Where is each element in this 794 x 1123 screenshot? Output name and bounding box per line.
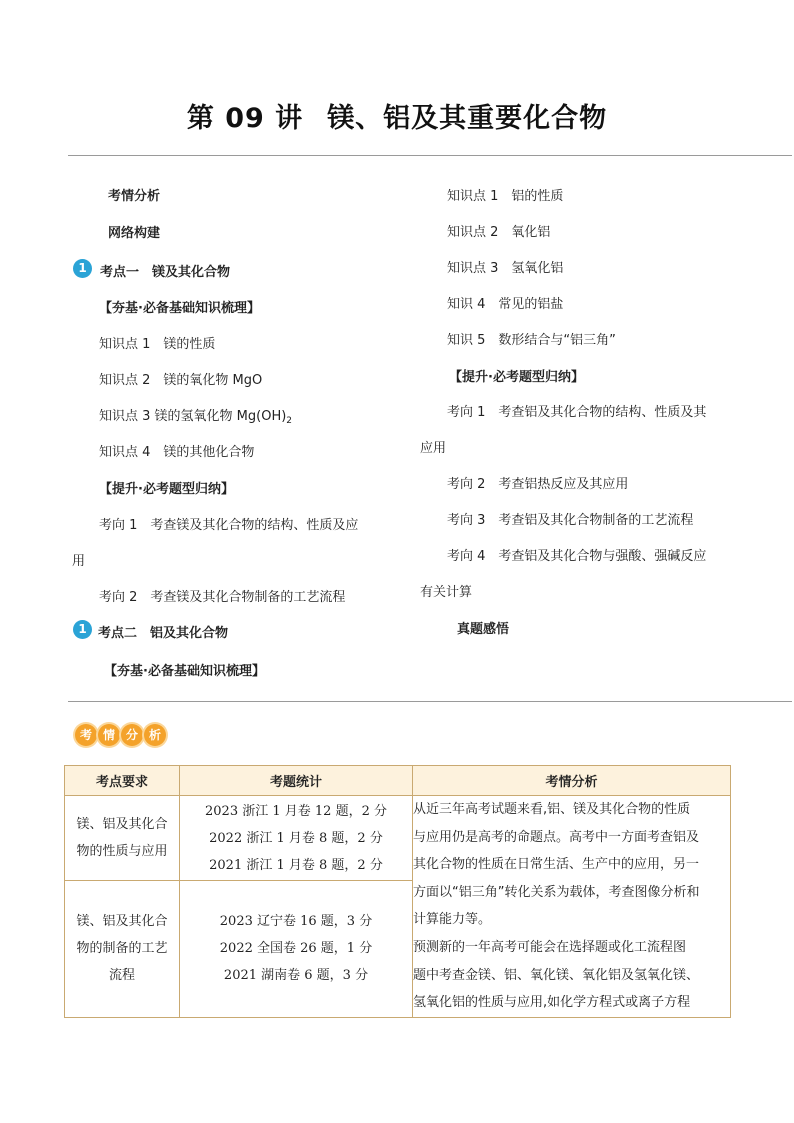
analysis-line: 与应用仍是高考的命题点。高考中一方面考查铝及 bbox=[413, 829, 700, 845]
title-topic: 镁、铝及其重要化合物 bbox=[327, 103, 608, 134]
point-number-icon: 1 bbox=[73, 259, 92, 278]
toc-point-1[interactable]: 考点一 镁及其化合物 bbox=[100, 265, 231, 280]
title-lecture-number: 第 09 讲 bbox=[186, 103, 304, 134]
toc-mg-d2[interactable]: 考向 2 考查镁及其化合物制备的工艺流程 bbox=[99, 590, 346, 605]
toc-al-k1[interactable]: 知识点 1 铝的性质 bbox=[447, 189, 564, 204]
analysis-line: 其化合物的性质在日常生活、生产中的应用，另一 bbox=[413, 857, 700, 873]
requirement-cell bbox=[65, 881, 180, 1018]
toc-al-d1-line2[interactable]: 应用 bbox=[420, 441, 447, 456]
analysis-line: 预测新的一年高考可能会在选择题或化工流程图 bbox=[413, 939, 687, 955]
page-title bbox=[0, 96, 794, 135]
toc-point-2[interactable]: 考点二 铝及其化合物 bbox=[98, 626, 229, 641]
toc-mg-k2[interactable]: 知识点 2 镁的氧化物 MgO bbox=[99, 373, 263, 388]
badge-char: 分 bbox=[121, 724, 143, 746]
table-header-row bbox=[65, 766, 731, 796]
statistic-line: 2023 辽宁卷 16 题，3 分 bbox=[219, 914, 373, 930]
analysis-line: 氢氧化铝的性质与应用,如化学方程式或离子方程 bbox=[413, 995, 691, 1011]
header-statistics: 考题统计 bbox=[180, 766, 413, 796]
toc-mg-k4[interactable]: 知识点 4 镁的其他化合物 bbox=[99, 445, 255, 460]
section-badge-kaoqing bbox=[75, 723, 167, 747]
toc-mg-k1[interactable]: 知识点 1 镁的性质 bbox=[99, 337, 216, 352]
toc-improve-1[interactable]: 【提升·必考题型归纳】 bbox=[99, 482, 234, 497]
toc-improve-2[interactable]: 【提升·必考题型归纳】 bbox=[449, 370, 584, 385]
requirement-cell bbox=[65, 796, 180, 881]
table-row bbox=[65, 796, 731, 881]
toc-wangluo[interactable]: 网络构建 bbox=[108, 226, 161, 241]
header-analysis: 考情分析 bbox=[413, 766, 731, 796]
analysis-line: 题中考查金镁、铝、氧化镁、氧化铝及氢氧化镁、 bbox=[413, 967, 700, 983]
statistic-line: 2021 湖南卷 6 题，3 分 bbox=[223, 968, 369, 984]
toc-foundation-2[interactable]: 【夯基·必备基础知识梳理】 bbox=[104, 664, 265, 679]
toc-al-d4-line1[interactable]: 考向 4 考查铝及其化合物与强酸、强碱反应 bbox=[447, 549, 707, 564]
header-requirement: 考点要求 bbox=[65, 766, 180, 796]
badge-char: 析 bbox=[144, 724, 166, 746]
analysis-line: 计算能力等。 bbox=[413, 912, 492, 928]
statistics-cell bbox=[180, 881, 413, 1018]
statistics-cell bbox=[180, 796, 413, 881]
toc-al-k4[interactable]: 知识 4 常见的铝盐 bbox=[447, 297, 564, 312]
requirement-line: 流程 bbox=[108, 968, 135, 984]
analysis-line: 方面以“铝三角”转化关系为载体，考查图像分析和 bbox=[413, 884, 700, 900]
toc-al-d4-line2[interactable]: 有关计算 bbox=[420, 585, 473, 600]
toc-mg-k3-subscript: 2 bbox=[286, 416, 293, 426]
statistic-line: 2021 浙江 1 月卷 8 题，2 分 bbox=[209, 857, 383, 873]
toc-zhenti[interactable]: 真题感悟 bbox=[457, 622, 510, 637]
toc-al-d2[interactable]: 考向 2 考查铝热反应及其应用 bbox=[447, 477, 629, 492]
requirement-line: 物的制备的工艺 bbox=[76, 941, 168, 957]
statistic-line: 2022 全国卷 26 题，1 分 bbox=[219, 941, 373, 957]
badge-char: 考 bbox=[75, 724, 97, 746]
toc-al-k2[interactable]: 知识点 2 氧化铝 bbox=[447, 225, 551, 240]
top-divider bbox=[68, 155, 792, 156]
statistic-line: 2023 浙江 1 月卷 12 题，2 分 bbox=[205, 803, 387, 819]
requirement-line: 镁、铝及其化合 bbox=[76, 817, 168, 833]
toc-al-k3[interactable]: 知识点 3 氢氧化铝 bbox=[447, 261, 564, 276]
requirement-line: 镁、铝及其化合 bbox=[76, 914, 168, 930]
point-number-icon: 1 bbox=[73, 620, 92, 639]
toc-al-d3[interactable]: 考向 3 考查铝及其化合物制备的工艺流程 bbox=[447, 513, 694, 528]
section-divider bbox=[68, 701, 792, 702]
toc-foundation-1[interactable]: 【夯基·必备基础知识梳理】 bbox=[99, 301, 260, 316]
statistic-line: 2022 浙江 1 月卷 8 题，2 分 bbox=[209, 830, 383, 846]
exam-analysis-table bbox=[64, 765, 731, 1018]
toc-kaoqing[interactable]: 考情分析 bbox=[108, 189, 161, 204]
toc-mg-d1-line1[interactable]: 考向 1 考查镁及其化合物的结构、性质及应 bbox=[99, 518, 359, 533]
analysis-line: 从近三年高考试题来看,铝、镁及其化合物的性质 bbox=[413, 802, 691, 817]
toc-mg-d1-line2[interactable]: 用 bbox=[72, 554, 86, 569]
analysis-cell bbox=[413, 796, 731, 1018]
toc-al-k5[interactable]: 知识 5 数形结合与“铝三角” bbox=[447, 333, 616, 348]
badge-char: 情 bbox=[98, 724, 120, 746]
toc-al-d1-line1[interactable]: 考向 1 考查铝及其化合物的结构、性质及其 bbox=[447, 405, 707, 420]
toc-mg-k3-text: 知识点 3 镁的氢氧化物 Mg(OH) bbox=[99, 409, 287, 424]
toc-mg-k3[interactable] bbox=[99, 405, 292, 426]
requirement-line: 物的性质与应用 bbox=[76, 844, 168, 860]
